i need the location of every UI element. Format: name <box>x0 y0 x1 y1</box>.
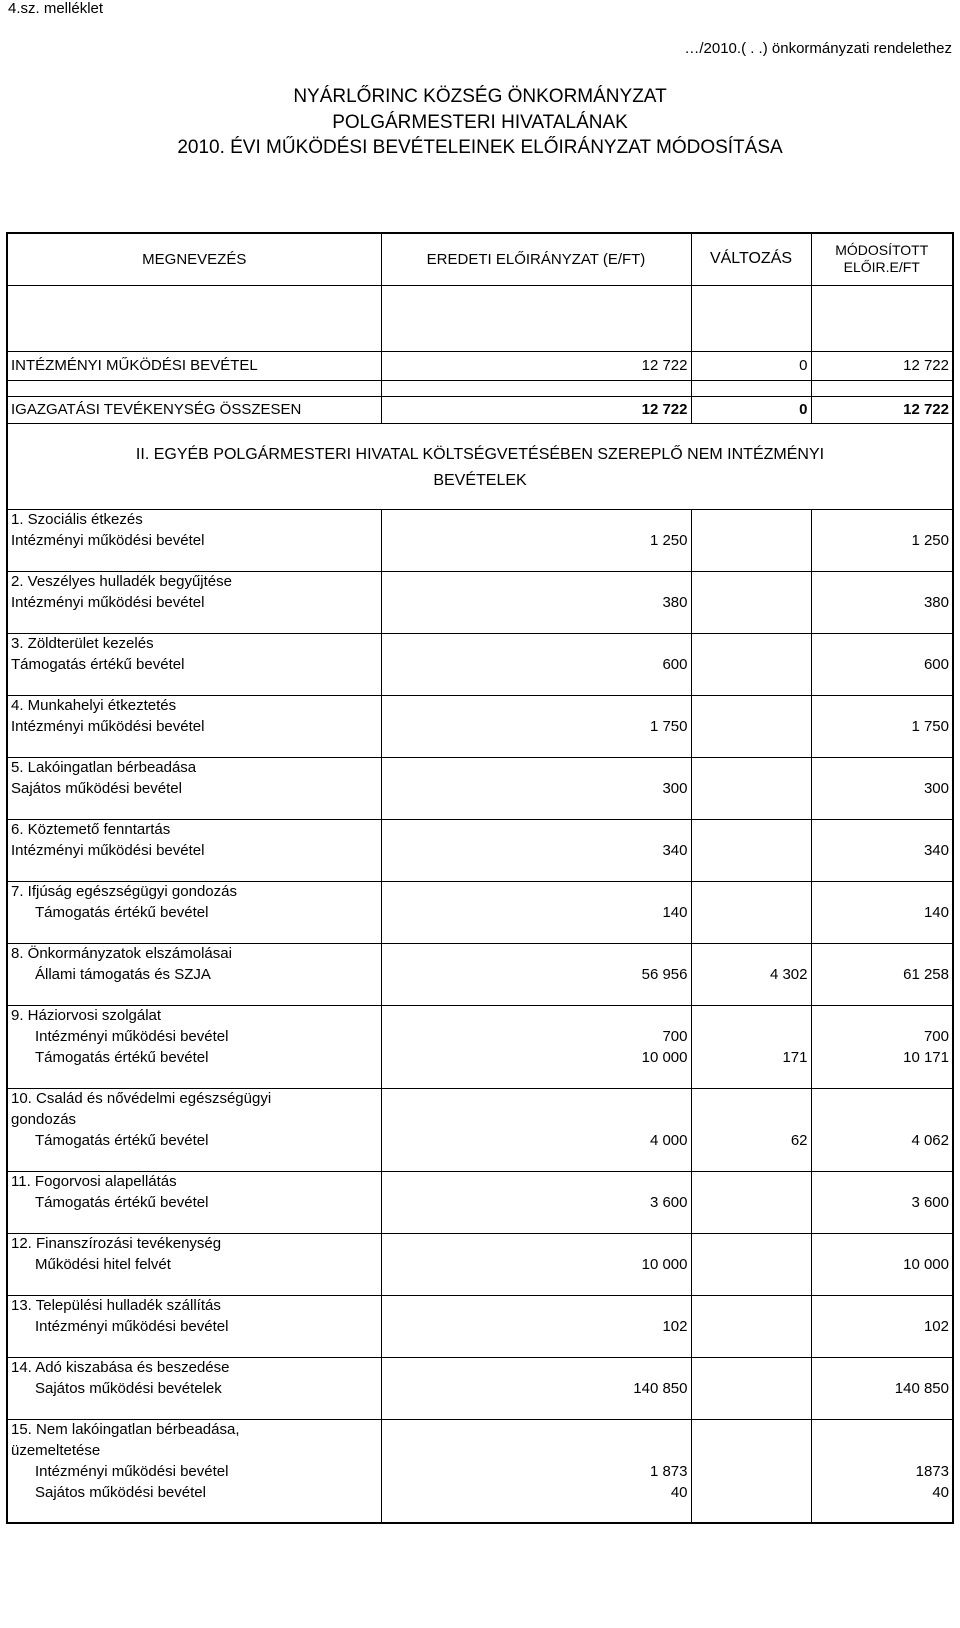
table-row <box>7 1378 953 1399</box>
item-row-label: Intézményi működési bevétel <box>35 1028 229 1045</box>
item-row-modified: 600 <box>811 654 953 675</box>
item-row-original: 340 <box>381 840 691 861</box>
table-row <box>7 1047 953 1068</box>
item-title-row <box>7 571 953 592</box>
item-title: 14. Adó kiszabása és beszedése <box>7 1357 381 1378</box>
item-title-row <box>7 633 953 654</box>
item-row-label: Sajátos működési bevétel <box>11 780 182 797</box>
spacer-row <box>7 675 953 695</box>
item-row-change <box>691 654 811 675</box>
item-row-change <box>691 778 811 799</box>
section-2-line-2: BEVÉTELEK <box>433 472 527 489</box>
item-row-change: 171 <box>691 1047 811 1068</box>
item-row-original: 1 873 <box>381 1461 691 1482</box>
item-row-original: 1 250 <box>381 530 691 551</box>
item-row-change <box>691 530 811 551</box>
spacer-row <box>7 1399 953 1419</box>
table-row <box>7 1192 953 1213</box>
item-row-original: 4 000 <box>381 1130 691 1151</box>
item-row-change <box>691 1026 811 1047</box>
item-title-row <box>7 1357 953 1378</box>
item-title: 5. Lakóingatlan bérbeadása <box>7 757 381 778</box>
table-row <box>7 716 953 737</box>
spacer-row <box>7 1275 953 1295</box>
spacer-row <box>7 861 953 881</box>
item-row-modified: 1 250 <box>811 530 953 551</box>
table-row <box>7 1316 953 1337</box>
table-row <box>7 778 953 799</box>
title-line-1: NYÁRLŐRINC KÖZSÉG ÖNKORMÁNYZAT <box>293 86 667 107</box>
item-title: 2. Veszélyes hulladék begyűjtése <box>7 571 381 592</box>
spacer-row <box>7 1213 953 1233</box>
item-row-label: Sajátos működési bevétel <box>35 1484 206 1501</box>
item-title-row <box>7 757 953 778</box>
item-row-change <box>691 1192 811 1213</box>
col-header-modified-2: ELŐIR.E/FT <box>843 259 920 276</box>
item-title-row <box>7 1088 953 1109</box>
item-title: 9. Háziorvosi szolgálat <box>7 1005 381 1026</box>
item-row-modified: 40 <box>811 1482 953 1503</box>
item-row-modified: 10 000 <box>811 1254 953 1275</box>
item-title-row <box>7 1295 953 1316</box>
decree-reference: …/2010.( . .) önkormányzati rendelethez <box>684 40 952 57</box>
item-row-original: 700 <box>381 1026 691 1047</box>
item-row-modified: 61 258 <box>811 964 953 985</box>
item-title-cont: üzemeltetése <box>11 1442 101 1459</box>
spacer-row <box>7 737 953 757</box>
table-row <box>7 592 953 613</box>
table-row <box>7 654 953 675</box>
item-row-label: Támogatás értékű bevétel <box>35 904 209 921</box>
item-row-label: Támogatás értékű bevétel <box>35 1194 209 1211</box>
item-title: 13. Települési hulladék szállítás <box>7 1295 381 1316</box>
item-title: 15. Nem lakóingatlan bérbeadása, <box>7 1419 381 1440</box>
section-2-heading <box>7 423 953 509</box>
item-row-change <box>691 592 811 613</box>
item-row-modified: 340 <box>811 840 953 861</box>
item-title: 7. Ifjúság egészségügyi gondozás <box>7 881 381 902</box>
item-row-change <box>691 716 811 737</box>
spacer-row <box>7 985 953 1005</box>
summary-inst-label: INTÉZMÉNYI MŰKÖDÉSI BEVÉTEL <box>7 351 381 380</box>
item-row-change <box>691 840 811 861</box>
spacer-row <box>7 1503 953 1523</box>
table-row <box>7 964 953 985</box>
item-title: 1. Szociális étkezés <box>7 509 381 530</box>
item-row-original: 56 956 <box>381 964 691 985</box>
header-row <box>7 233 953 285</box>
item-row-original: 140 <box>381 902 691 923</box>
table-row <box>7 902 953 923</box>
col-header-modified <box>811 233 953 285</box>
annex-label: 4.sz. melléklet <box>8 0 104 17</box>
item-row-label: Támogatás értékű bevétel <box>35 1132 209 1149</box>
item-row-original: 1 750 <box>381 716 691 737</box>
summary-total-modified: 12 722 <box>811 396 953 423</box>
spacer-row <box>7 302 953 351</box>
summary-total-label: IGAZGATÁSI TEVÉKENYSÉG ÖSSZESEN <box>7 396 381 423</box>
item-row-label: Sajátos működési bevételek <box>35 1380 222 1397</box>
table-row <box>7 1461 953 1482</box>
spacer-row <box>7 613 953 633</box>
table-row <box>7 1254 953 1275</box>
item-title-cont: gondozás <box>11 1111 77 1128</box>
table-row <box>7 1026 953 1047</box>
item-row-change <box>691 1316 811 1337</box>
item-row-label: Intézményi működési bevétel <box>11 718 205 735</box>
item-title-row <box>7 695 953 716</box>
col-header-original: EREDETI ELŐIRÁNYZAT (E/FT) <box>381 233 691 285</box>
item-row-modified: 140 850 <box>811 1378 953 1399</box>
item-title: 8. Önkormányzatok elszámolásai <box>7 943 381 964</box>
item-row-label: Intézményi működési bevétel <box>11 842 205 859</box>
item-title-row <box>7 1419 953 1440</box>
col-header-modified-1: MÓDOSÍTOTT <box>835 242 929 259</box>
item-row-modified: 700 <box>811 1026 953 1047</box>
item-title: 6. Köztemető fenntartás <box>7 819 381 840</box>
section-2-row <box>7 423 953 509</box>
summary-inst-original: 12 722 <box>381 351 691 380</box>
spacer-row <box>7 285 953 302</box>
item-title: 10. Család és nővédelmi egészségügyi <box>7 1088 381 1109</box>
table-row <box>7 1482 953 1503</box>
revenue-table <box>6 232 954 1524</box>
spacer-row <box>7 923 953 943</box>
item-row-change <box>691 1461 811 1482</box>
spacer-row <box>7 1151 953 1171</box>
summary-inst-change: 0 <box>691 351 811 380</box>
item-row-label: Intézményi működési bevétel <box>11 594 205 611</box>
item-row-change <box>691 1482 811 1503</box>
item-row-label: Működési hitel felvét <box>35 1256 171 1273</box>
spacer-row <box>7 1337 953 1357</box>
item-row-change: 4 302 <box>691 964 811 985</box>
item-title-row <box>7 1233 953 1254</box>
item-row-original: 3 600 <box>381 1192 691 1213</box>
title-line-3: 2010. ÉVI MŰKÖDÉSI BEVÉTELEINEK ELŐIRÁNYZAT MÓDOSÍTÁSA <box>177 137 783 158</box>
item-row-label: Támogatás értékű bevétel <box>35 1049 209 1066</box>
item-row-label: Intézményi működési bevétel <box>35 1318 229 1335</box>
item-row-original: 600 <box>381 654 691 675</box>
item-title-row <box>7 509 953 530</box>
item-row-modified: 380 <box>811 592 953 613</box>
item-row-original: 10 000 <box>381 1254 691 1275</box>
item-row-modified: 3 600 <box>811 1192 953 1213</box>
item-row-original: 380 <box>381 592 691 613</box>
item-row-original: 140 850 <box>381 1378 691 1399</box>
section-2-line-1: II. EGYÉB POLGÁRMESTERI HIVATAL KÖLTSÉGVETÉSÉBEN SZEREPLŐ NEM INTÉZMÉNYI <box>135 446 825 463</box>
item-row-original: 10 000 <box>381 1047 691 1068</box>
table-row <box>7 840 953 861</box>
item-title: 4. Munkahelyi étkeztetés <box>7 695 381 716</box>
item-title-row <box>7 1171 953 1192</box>
spacer-row <box>7 551 953 571</box>
item-row-change <box>691 902 811 923</box>
item-title-row <box>7 943 953 964</box>
item-title-row <box>7 881 953 902</box>
summary-total-change: 0 <box>691 396 811 423</box>
title-line-2: POLGÁRMESTERI HIVATALÁNAK <box>332 112 628 133</box>
summary-inst-modified: 12 722 <box>811 351 953 380</box>
item-row-modified: 300 <box>811 778 953 799</box>
item-title-row <box>7 1440 953 1461</box>
item-title-row <box>7 819 953 840</box>
item-row-change <box>691 1254 811 1275</box>
item-title: 12. Finanszírozási tevékenység <box>7 1233 381 1254</box>
item-row-modified: 1873 <box>811 1461 953 1482</box>
spacer-row <box>7 380 953 396</box>
col-header-change: VÁLTOZÁS <box>691 233 811 285</box>
item-title: 3. Zöldterület kezelés <box>7 633 381 654</box>
item-row-label: Állami támogatás és SZJA <box>35 966 211 983</box>
item-row-modified: 4 062 <box>811 1130 953 1151</box>
item-row-change: 62 <box>691 1130 811 1151</box>
spacer-row <box>7 799 953 819</box>
item-row-original: 300 <box>381 778 691 799</box>
table-row <box>7 530 953 551</box>
item-row-original: 40 <box>381 1482 691 1503</box>
summary-inst-row <box>7 351 953 380</box>
item-row-original: 102 <box>381 1316 691 1337</box>
item-title-row <box>7 1005 953 1026</box>
spacer-row <box>7 1068 953 1088</box>
item-row-modified: 140 <box>811 902 953 923</box>
item-row-modified: 10 171 <box>811 1047 953 1068</box>
item-row-change <box>691 1378 811 1399</box>
item-row-modified: 102 <box>811 1316 953 1337</box>
summary-total-original: 12 722 <box>381 396 691 423</box>
item-row-label: Intézményi működési bevétel <box>11 532 205 549</box>
item-row-label: Támogatás értékű bevétel <box>11 656 185 673</box>
item-title-row <box>7 1109 953 1130</box>
table-row <box>7 1130 953 1151</box>
item-row-modified: 1 750 <box>811 716 953 737</box>
summary-total-row <box>7 396 953 423</box>
item-title: 11. Fogorvosi alapellátás <box>7 1171 381 1192</box>
item-row-label: Intézményi működési bevétel <box>35 1463 229 1480</box>
col-header-name: MEGNEVEZÉS <box>142 250 247 268</box>
